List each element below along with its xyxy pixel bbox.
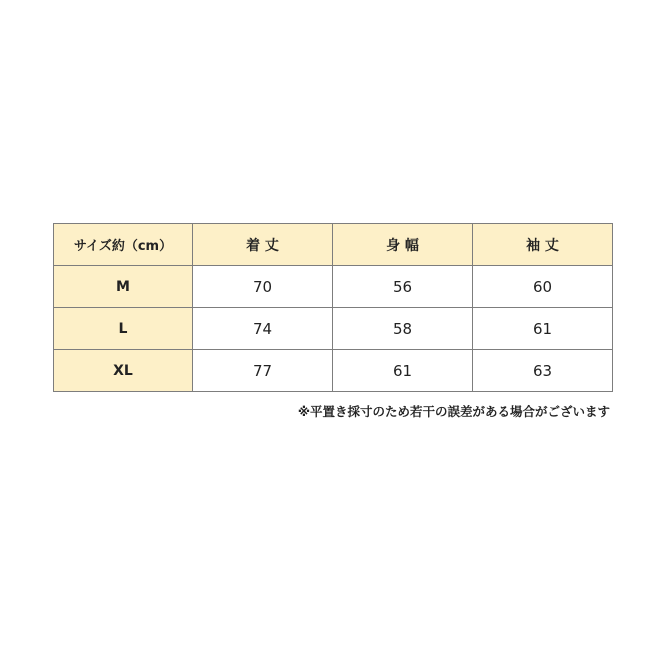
width-cell: 56 [333,266,473,308]
width-header: 身 幅 [333,224,473,266]
table-row [54,308,613,350]
table-header-row [54,224,613,266]
length-cell: 70 [193,266,333,308]
size-label: M [54,266,193,308]
sleeve-header: 袖 丈 [473,224,613,266]
measurement-note: ※平置き採寸のため若干の誤差がある場合がございます [297,404,610,419]
length-cell: 74 [193,308,333,350]
sleeve-cell: 60 [473,266,613,308]
length-header: 着 丈 [193,224,333,266]
size-unit-header: サイズ約（cm） [54,224,193,266]
width-cell: 58 [333,308,473,350]
sleeve-cell: 61 [473,308,613,350]
size-table [53,223,613,392]
size-label: L [54,308,193,350]
size-label: XL [54,350,193,392]
table-row [54,350,613,392]
length-cell: 77 [193,350,333,392]
width-cell: 61 [333,350,473,392]
sleeve-cell: 63 [473,350,613,392]
table-row [54,266,613,308]
